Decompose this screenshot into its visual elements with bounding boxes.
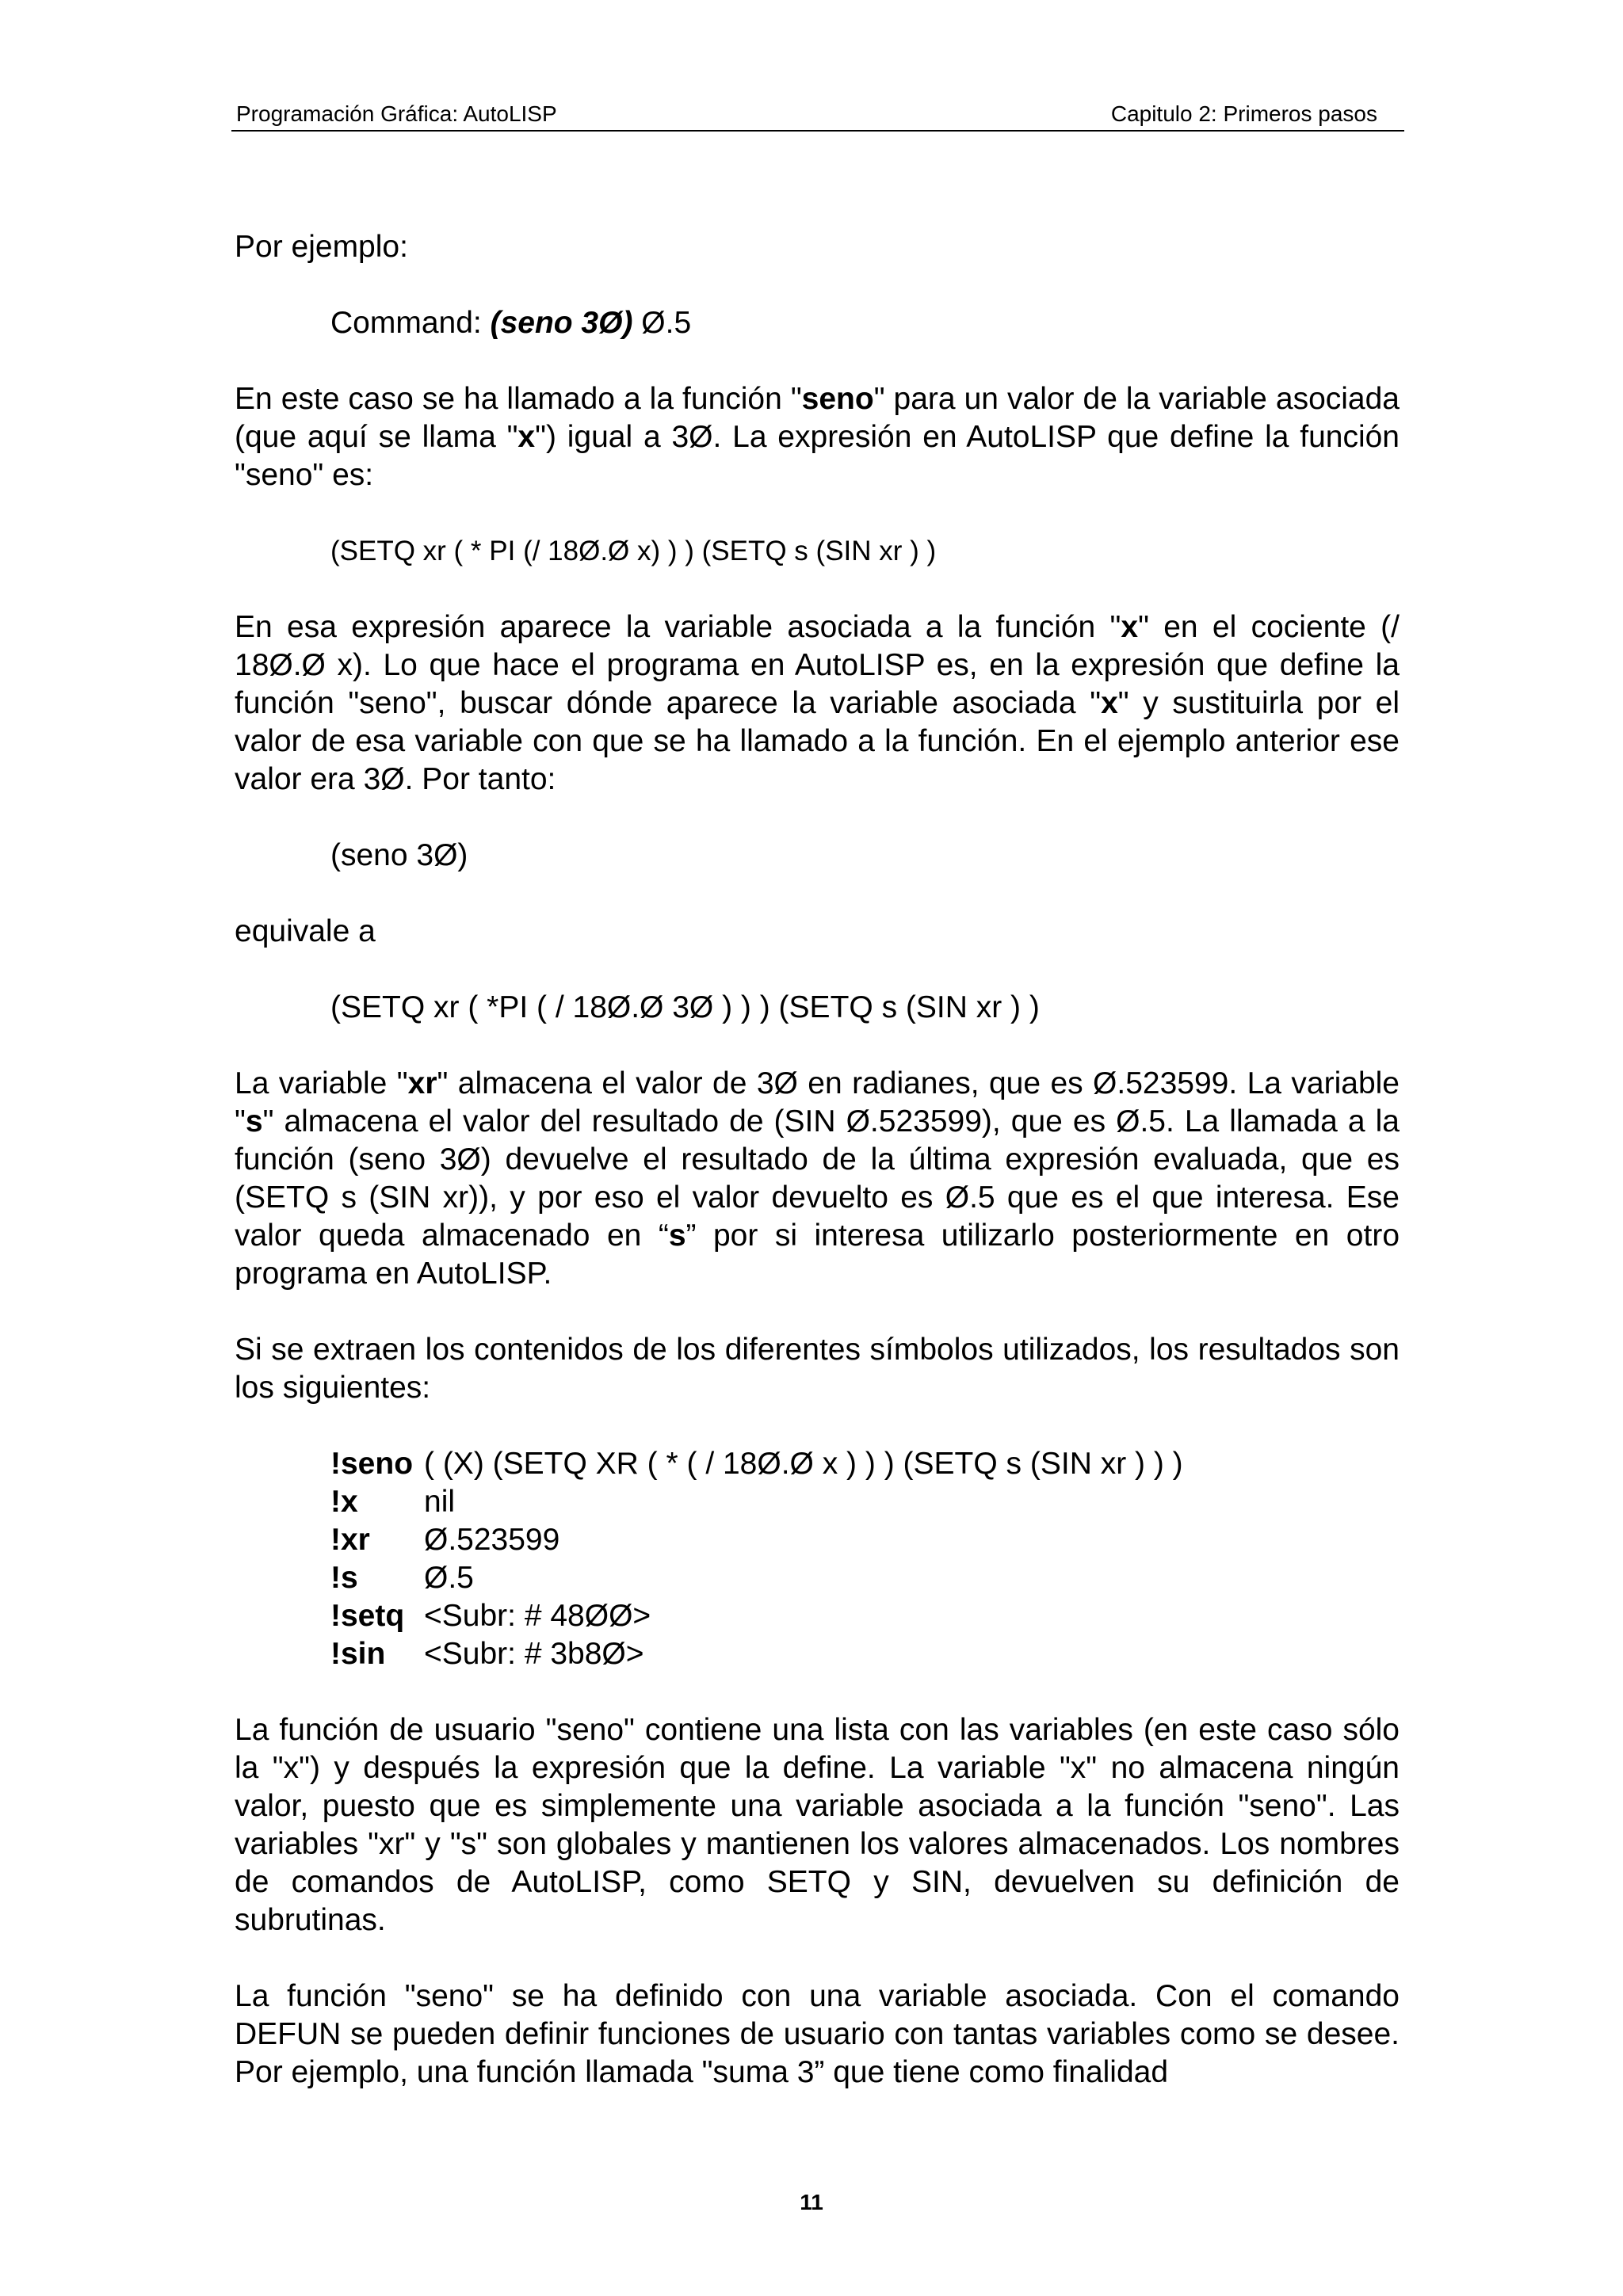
page-header bbox=[231, 93, 1404, 132]
paragraph-substitution: En esa expresión aparece la variable asociada a la función "x" en el cociente (/ 18Ø.Ø x). Lo que hace el programa en AutoLISP es, en la expresión que define la función "seno", buscar dónde aparece la variable asociada "x" y sustituirla por el valor de esa variable con que se ha llamado a la función. En el ejemplo anterior ese valor era 3Ø. Por tanto: bbox=[235, 610, 1400, 796]
paragraph-variables: La variable "xr" almacena el valor de 3Ø en radianes, que es Ø.523599. La variable "s" almacena el valor del resultado de (SIN Ø.523599), que es Ø.5. La llamada a la función (seno 3Ø) devuelve el resultado de la última expresión evaluada, que es (SETQ s (SIN xr)), y por eso el valor devuelto es Ø.5 que es el que interesa. Ese valor queda almacenado en “s” por si interesa utilizarlo posteriormente en otro programa en AutoLISP. bbox=[235, 1066, 1400, 1291]
symbol-table bbox=[235, 1445, 1400, 1673]
paragraph-equivale: equivale a bbox=[235, 914, 376, 948]
page-number: 11 bbox=[800, 2190, 823, 2214]
symbol-row: !xr Ø.523599 bbox=[330, 1523, 560, 1557]
command-call: (seno 3Ø) bbox=[490, 306, 633, 340]
symbol-row: !sin <Subr: # 3b8Ø> bbox=[330, 1637, 644, 1671]
symbol-row: !setq <Subr: # 48ØØ> bbox=[330, 1599, 651, 1633]
symbol-row: !x nil bbox=[330, 1485, 456, 1519]
header-chapter-title: Capitulo 2: Primeros pasos bbox=[1110, 101, 1377, 126]
page-content bbox=[235, 228, 1400, 2092]
paragraph-user-function: La función de usuario "seno" contiene una lista con las variables (en este caso sólo la "x") y después la expresión que la define. La variable "x" no almacena ningún valor, puesto que es simplemente una variable asociada a la función "seno". Las variables "xr" y "s" son globales y mantienen los valores almacenados. Los nombres de comandos de AutoLISP, como SETQ y SIN, devuelven su definición de subrutinas. bbox=[235, 1713, 1400, 1937]
header-book-title: Programación Gráfica: AutoLISP bbox=[236, 101, 557, 126]
symbol-row: !seno ( (X) (SETQ XR ( * ( / 18Ø.Ø x ) ) ) (SETQ s (SIN xr ) ) ) bbox=[330, 1447, 1183, 1481]
paragraph-intro: Por ejemplo: bbox=[235, 230, 408, 264]
code-expression-2: (seno 3Ø) bbox=[330, 838, 468, 872]
command-result: Ø.5 bbox=[632, 306, 692, 340]
paragraph-explanation: En este caso se ha llamado a la función "seno" para un valor de la variable asociada (que aquí se llama "x") igual a 3Ø. La expresión en AutoLISP que define la función "seno" es: bbox=[235, 382, 1400, 492]
command-prefix: Command: bbox=[330, 306, 491, 340]
code-expression-3: (SETQ xr ( *PI ( / 18Ø.Ø 3Ø ) ) ) (SETQ s (SIN xr ) ) bbox=[330, 990, 1040, 1024]
symbol-row: !s Ø.5 bbox=[330, 1561, 474, 1595]
command-example bbox=[235, 304, 1400, 342]
paragraph-symbols-intro: Si se extraen los contenidos de los diferentes símbolos utilizados, los resultados son los siguientes: bbox=[235, 1333, 1400, 1405]
paragraph-defun: La función "seno" se ha definido con una variable asociada. Con el comando DEFUN se pueden definir funciones de usuario con tantas variables como se desee. Por ejemplo, una función llamada "suma 3” que tiene como finalidad bbox=[235, 1979, 1400, 2089]
code-expression-1: (SETQ xr ( * PI (/ 18Ø.Ø x) ) ) (SETQ s (SIN xr ) ) bbox=[330, 536, 937, 566]
